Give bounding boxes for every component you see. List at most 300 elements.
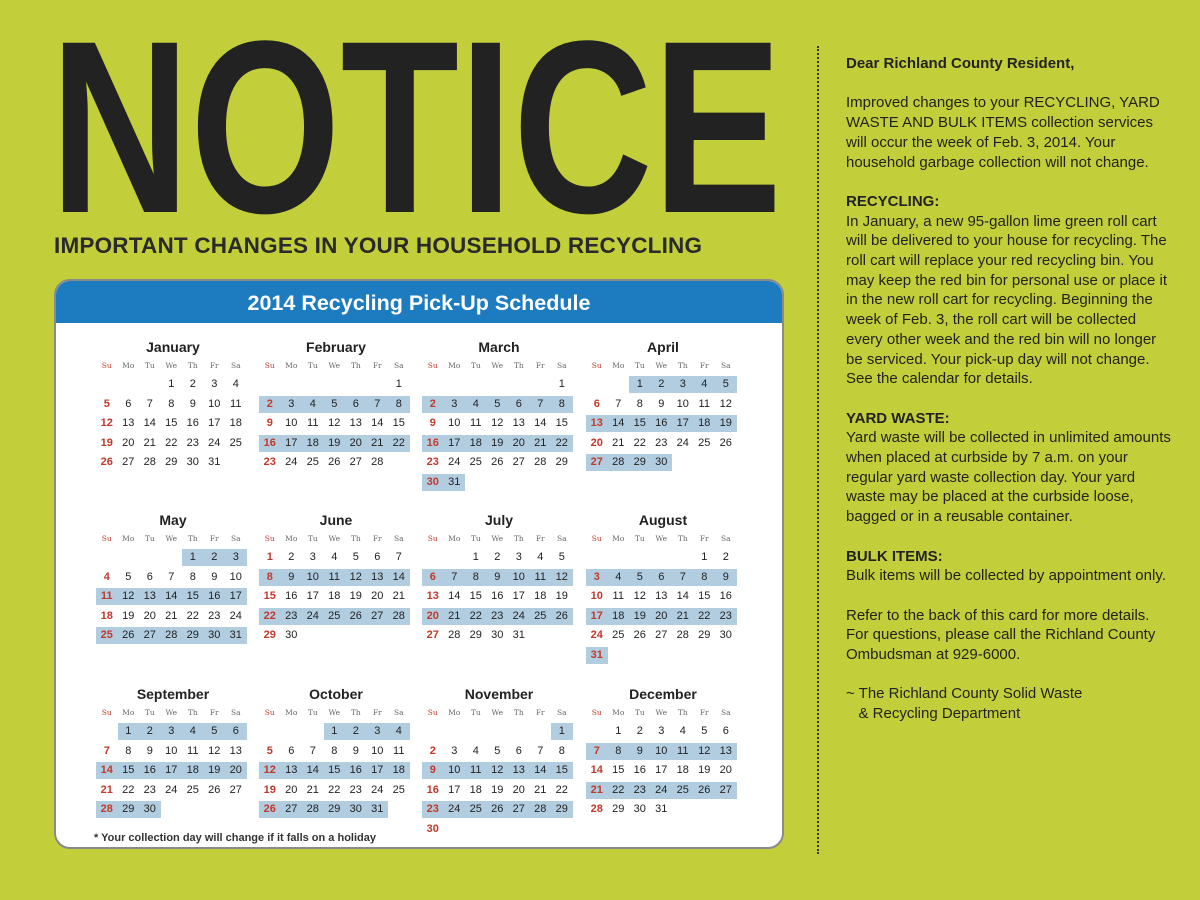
day-cell: 25 — [306, 456, 319, 468]
day-cell: 25 — [324, 608, 346, 625]
day-cell: 25 — [530, 608, 552, 625]
day-cell: 28 — [676, 629, 689, 641]
day-cell: 8 — [331, 744, 338, 757]
weekday-label: We — [491, 361, 504, 370]
day-cell: 6 — [422, 569, 444, 586]
day-cell: 18 — [676, 764, 689, 776]
weekday-header — [259, 705, 409, 720]
day-cell: 8 — [168, 397, 175, 410]
day-cell: 17 — [161, 762, 183, 779]
resident-letter — [846, 54, 1176, 744]
yard-waste-title: YARD WASTE: — [846, 409, 950, 427]
weekday-label: Fr — [372, 361, 382, 370]
day-cell: 19 — [349, 590, 362, 602]
schedule-card — [54, 279, 784, 849]
letter-intro: Improved changes to your RECYCLING, YARD WASTE AND BULK ITEMS collection services will occur the week of Feb. 3, 2014. Your household garbage collection will not change. — [846, 94, 1160, 171]
day-cell: 2 — [722, 551, 729, 563]
day-cell: 26 — [118, 627, 140, 644]
day-cell: 1 — [629, 376, 651, 393]
weekday-label: Mo — [122, 708, 135, 717]
day-cell: 9 — [658, 397, 665, 410]
day-grid — [422, 549, 572, 647]
weekday-label: Sa — [230, 708, 241, 717]
day-cell: 4 — [694, 376, 716, 393]
day-cell: 28 — [161, 627, 183, 644]
subtitle: IMPORTANT CHANGES IN YOUR HOUSEHOLD RECYCLING — [54, 233, 703, 258]
day-cell: 23 — [629, 782, 651, 799]
day-cell: 15 — [182, 588, 204, 605]
weekday-label: Tu — [144, 361, 155, 370]
empty-cell — [422, 549, 444, 566]
day-cell: 20 — [345, 435, 367, 452]
weekday-header — [259, 531, 409, 546]
empty-cell — [465, 723, 487, 740]
weekday-label: We — [328, 708, 341, 717]
weekday-label: Th — [187, 534, 198, 543]
weekday-label: We — [655, 361, 668, 370]
weekday-label: We — [165, 708, 178, 717]
day-cell: 19 — [715, 415, 737, 432]
day-cell: 12 — [491, 417, 504, 429]
day-cell: 14 — [530, 762, 552, 779]
day-grid — [96, 376, 246, 474]
month-october — [259, 683, 409, 821]
day-cell: 8 — [465, 569, 487, 586]
day-cell: 24 — [165, 783, 178, 796]
day-cell: 11 — [530, 569, 552, 586]
day-cell: 23 — [349, 783, 362, 796]
day-cell: 5 — [487, 396, 509, 413]
day-cell: 23 — [426, 456, 439, 468]
day-cell: 17 — [672, 415, 694, 432]
yard-waste-section — [846, 409, 1176, 527]
day-cell: 2 — [204, 549, 226, 566]
weekday-label: Th — [513, 361, 524, 370]
day-cell: 1 — [551, 723, 573, 740]
empty-cell — [530, 723, 552, 740]
recycling-title: RECYCLING: — [846, 192, 940, 210]
day-cell: 22 — [122, 783, 135, 796]
day-cell: 4 — [465, 396, 487, 413]
weekday-label: Fr — [699, 708, 709, 717]
day-cell: 12 — [259, 762, 281, 779]
day-cell: 21 — [306, 783, 319, 796]
day-cell: 22 — [328, 783, 341, 796]
letter-greeting: Dear Richland County Resident, — [846, 55, 1075, 72]
day-cell: 4 — [537, 551, 544, 563]
day-cell: 5 — [715, 376, 737, 393]
empty-cell — [281, 723, 303, 740]
weekday-label: Su — [427, 361, 438, 370]
empty-cell — [345, 376, 367, 393]
day-cell: 9 — [429, 417, 436, 429]
day-cell: 10 — [508, 569, 530, 586]
day-cell: 14 — [143, 417, 156, 429]
day-cell: 27 — [508, 801, 530, 818]
day-cell: 27 — [655, 629, 668, 641]
day-cell: 20 — [122, 436, 135, 449]
month-june — [259, 509, 409, 647]
empty-cell — [302, 723, 324, 740]
day-cell: 19 — [122, 609, 135, 622]
day-cell: 11 — [324, 569, 346, 586]
day-cell: 5 — [103, 397, 110, 410]
month-name: May — [159, 512, 187, 528]
day-cell: 15 — [392, 417, 405, 429]
day-cell: 30 — [285, 629, 298, 641]
weekday-label: Fr — [209, 534, 219, 543]
weekday-header — [96, 531, 246, 546]
day-cell: 21 — [612, 436, 625, 449]
weekday-label: Su — [591, 361, 602, 370]
month-may — [96, 509, 246, 647]
day-cell: 8 — [125, 744, 132, 757]
day-cell: 28 — [448, 629, 461, 641]
day-cell: 13 — [139, 588, 161, 605]
weekday-label: Fr — [535, 361, 545, 370]
day-cell: 14 — [534, 417, 547, 429]
weekday-label: Fr — [209, 708, 219, 717]
day-cell: 16 — [422, 435, 444, 452]
weekday-label: Th — [513, 708, 524, 717]
day-cell: 12 — [328, 417, 341, 429]
day-cell: 14 — [96, 762, 118, 779]
day-cell: 29 — [165, 456, 178, 468]
day-cell: 10 — [651, 743, 673, 760]
day-cell: 20 — [719, 764, 732, 776]
day-cell: 4 — [103, 570, 110, 583]
empty-cell — [508, 723, 530, 740]
empty-cell — [530, 376, 552, 393]
day-cell: 18 — [534, 590, 547, 602]
day-cell: 30 — [186, 456, 199, 468]
day-cell: 22 — [694, 608, 716, 625]
day-cell: 15 — [555, 417, 568, 429]
day-cell: 11 — [187, 744, 199, 757]
day-cell: 6 — [508, 396, 530, 413]
day-cell: 11 — [672, 743, 694, 760]
empty-cell — [324, 376, 346, 393]
day-cell: 18 — [182, 762, 204, 779]
day-cell: 25 — [612, 629, 625, 641]
day-cell: 15 — [324, 762, 346, 779]
day-cell: 9 — [281, 569, 303, 586]
day-cell: 1 — [472, 551, 479, 563]
weekday-label: Mo — [448, 361, 461, 370]
day-cell: 23 — [263, 456, 276, 468]
weekday-label: Tu — [307, 708, 318, 717]
day-cell: 10 — [302, 569, 324, 586]
empty-cell — [465, 376, 487, 393]
empty-cell — [281, 376, 303, 393]
month-name: August — [638, 512, 688, 528]
day-cell: 9 — [189, 397, 196, 410]
day-cell: 3 — [586, 569, 608, 586]
month-name: July — [484, 512, 513, 528]
day-cell: 3 — [444, 396, 466, 413]
day-cell: 4 — [182, 723, 204, 740]
day-cell: 7 — [168, 570, 175, 583]
day-cell: 13 — [655, 590, 668, 602]
month-july — [422, 509, 572, 647]
day-cell: 14 — [608, 415, 630, 432]
day-cell: 27 — [139, 627, 161, 644]
empty-cell — [586, 723, 608, 740]
weekday-header — [96, 705, 246, 720]
day-cell: 13 — [426, 590, 439, 602]
empty-cell — [161, 549, 183, 566]
bulk-items-section — [846, 547, 1176, 586]
day-cell: 28 — [590, 803, 603, 815]
empty-cell — [651, 549, 673, 566]
weekday-label: Fr — [209, 361, 219, 370]
day-cell: 11 — [470, 417, 482, 429]
day-cell: 22 — [388, 435, 410, 452]
weekday-label: Mo — [612, 708, 625, 717]
day-cell: 26 — [491, 456, 504, 468]
day-cell: 15 — [698, 590, 711, 602]
day-cell: 7 — [530, 396, 552, 413]
day-cell: 22 — [608, 782, 630, 799]
day-cell: 7 — [672, 569, 694, 586]
empty-cell — [629, 549, 651, 566]
day-cell: 9 — [146, 744, 153, 757]
day-cell: 17 — [225, 588, 247, 605]
day-grid — [586, 549, 736, 666]
day-cell: 29 — [324, 801, 346, 818]
day-cell: 4 — [608, 569, 630, 586]
weekday-label: Sa — [556, 708, 567, 717]
day-cell: 5 — [266, 744, 273, 757]
weekday-label: Tu — [470, 708, 481, 717]
day-cell: 24 — [371, 783, 384, 796]
day-cell: 2 — [651, 376, 673, 393]
day-cell: 22 — [186, 609, 199, 622]
day-cell: 8 — [259, 569, 281, 586]
month-september — [96, 683, 246, 821]
weekday-label: Su — [264, 534, 275, 543]
day-cell: 6 — [225, 723, 247, 740]
day-grid — [96, 723, 246, 821]
day-cell: 13 — [508, 762, 530, 779]
day-cell: 9 — [211, 570, 218, 583]
weekday-label: Tu — [307, 361, 318, 370]
day-cell: 17 — [281, 435, 303, 452]
day-cell: 7 — [444, 569, 466, 586]
day-cell: 27 — [229, 783, 242, 796]
day-cell: 1 — [266, 551, 273, 563]
day-grid — [422, 723, 572, 840]
day-cell: 23 — [422, 801, 444, 818]
day-cell: 16 — [345, 762, 367, 779]
empty-cell — [508, 376, 530, 393]
day-cell: 10 — [371, 744, 384, 757]
day-cell: 30 — [633, 803, 646, 815]
day-cell: 4 — [388, 723, 410, 740]
day-cell: 15 — [469, 590, 482, 602]
day-cell: 12 — [694, 743, 716, 760]
day-cell: 12 — [719, 397, 732, 410]
day-cell: 19 — [555, 590, 568, 602]
day-cell: 29 — [182, 627, 204, 644]
day-cell: 30 — [204, 627, 226, 644]
day-cell: 10 — [165, 744, 178, 757]
day-cell: 5 — [204, 723, 226, 740]
day-cell: 26 — [100, 456, 113, 468]
day-grid — [259, 376, 409, 474]
weekday-header — [422, 531, 572, 546]
day-cell: 16 — [139, 762, 161, 779]
day-cell: 25 — [469, 456, 482, 468]
notice-text: NOTICE — [50, 32, 782, 237]
day-cell: 2 — [288, 551, 295, 563]
day-cell: 13 — [349, 417, 362, 429]
day-cell: 1 — [182, 549, 204, 566]
day-cell: 5 — [494, 744, 501, 757]
day-cell: 9 — [629, 743, 651, 760]
day-cell: 9 — [352, 744, 359, 757]
weekday-label: We — [328, 534, 341, 543]
day-cell: 11 — [612, 590, 624, 602]
day-cell: 9 — [266, 417, 273, 429]
day-cell: 8 — [388, 396, 410, 413]
day-cell: 3 — [309, 551, 316, 563]
month-name: April — [647, 339, 679, 355]
weekday-header — [96, 358, 246, 373]
month-march — [422, 336, 572, 493]
day-cell: 21 — [534, 783, 547, 796]
weekday-label: We — [655, 708, 668, 717]
day-cell: 26 — [694, 782, 716, 799]
day-cell: 2 — [259, 396, 281, 413]
day-cell: 22 — [465, 608, 487, 625]
weekday-label: Su — [591, 708, 602, 717]
empty-cell — [118, 376, 140, 393]
day-cell: 15 — [263, 590, 276, 602]
day-cell: 20 — [143, 609, 156, 622]
letter-signature: ~ The Richland County Solid Waste & Recycling Department — [846, 685, 1083, 723]
day-cell: 17 — [306, 590, 319, 602]
day-cell: 31 — [586, 647, 608, 664]
day-cell: 16 — [633, 764, 646, 776]
day-cell: 3 — [658, 725, 665, 737]
day-cell: 30 — [651, 454, 673, 471]
day-cell: 27 — [512, 456, 525, 468]
day-cell: 23 — [143, 783, 156, 796]
empty-cell — [96, 376, 118, 393]
empty-cell — [444, 549, 466, 566]
day-cell: 29 — [612, 803, 625, 815]
letter-refer: Refer to the back of this card for more details. For questions, please call the Richland County Ombudsman at 929-6000. — [846, 606, 1156, 664]
day-cell: 26 — [259, 801, 281, 818]
day-cell: 2 — [494, 551, 501, 563]
day-cell: 1 — [615, 725, 622, 737]
day-cell: 13 — [281, 762, 303, 779]
weekday-label: Mo — [612, 361, 625, 370]
day-cell: 10 — [208, 397, 221, 410]
day-cell: 17 — [444, 435, 466, 452]
day-cell: 1 — [558, 378, 565, 390]
weekday-label: Fr — [699, 361, 709, 370]
day-cell: 29 — [118, 801, 140, 818]
weekday-label: Fr — [699, 534, 709, 543]
weekday-label: Tu — [144, 708, 155, 717]
day-cell: 19 — [204, 762, 226, 779]
day-cell: 2 — [636, 725, 643, 737]
weekday-label: Mo — [448, 534, 461, 543]
weekday-label: Sa — [720, 708, 731, 717]
weekday-label: Th — [187, 708, 198, 717]
day-cell: 3 — [211, 378, 218, 390]
day-cell: 11 — [393, 744, 405, 757]
month-april — [586, 336, 736, 474]
day-cell: 3 — [161, 723, 183, 740]
day-cell: 30 — [719, 629, 732, 641]
weekday-label: Su — [101, 708, 112, 717]
day-cell: 13 — [122, 417, 135, 429]
month-name: December — [629, 686, 697, 702]
weekday-label: Th — [677, 534, 688, 543]
day-cell: 2 — [429, 744, 436, 757]
day-cell: 23 — [186, 436, 199, 449]
day-cell: 12 — [208, 744, 221, 757]
recycling-section — [846, 192, 1176, 389]
day-cell: 18 — [229, 417, 242, 429]
day-cell: 28 — [388, 608, 410, 625]
day-cell: 5 — [324, 396, 346, 413]
day-grid — [586, 723, 736, 821]
weekday-label: Sa — [393, 708, 404, 717]
weekday-label: Fr — [535, 708, 545, 717]
day-cell: 23 — [655, 436, 668, 449]
day-cell: 31 — [512, 629, 525, 641]
month-name: November — [464, 686, 534, 702]
day-cell: 21 — [367, 435, 389, 452]
day-cell: 30 — [139, 801, 161, 818]
empty-cell — [139, 376, 161, 393]
empty-cell — [672, 549, 694, 566]
day-cell: 22 — [259, 608, 281, 625]
holiday-footnote: * Your collection day will change if it falls on a holiday — [94, 832, 376, 844]
day-cell: 12 — [633, 590, 646, 602]
day-cell: 23 — [715, 608, 737, 625]
day-cell: 28 — [534, 456, 547, 468]
weekday-label: Sa — [230, 534, 241, 543]
day-cell: 11 — [230, 397, 242, 410]
day-cell: 3 — [225, 549, 247, 566]
day-cell: 31 — [367, 801, 389, 818]
weekday-header — [586, 705, 736, 720]
day-cell: 26 — [719, 436, 732, 449]
weekday-label: Th — [677, 708, 688, 717]
weekday-label: Su — [264, 361, 275, 370]
day-cell: 20 — [590, 436, 603, 449]
day-cell: 21 — [530, 435, 552, 452]
day-cell: 13 — [586, 415, 608, 432]
weekday-label: Th — [187, 361, 198, 370]
day-cell: 24 — [448, 456, 461, 468]
day-cell: 25 — [96, 627, 118, 644]
day-cell: 11 — [465, 762, 487, 779]
day-cell: 29 — [551, 801, 573, 818]
day-cell: 21 — [444, 608, 466, 625]
day-cell: 15 — [612, 764, 625, 776]
weekday-label: Th — [677, 361, 688, 370]
day-cell: 22 — [165, 436, 178, 449]
day-cell: 26 — [328, 456, 341, 468]
day-cell: 17 — [208, 417, 221, 429]
day-cell: 5 — [125, 570, 132, 583]
